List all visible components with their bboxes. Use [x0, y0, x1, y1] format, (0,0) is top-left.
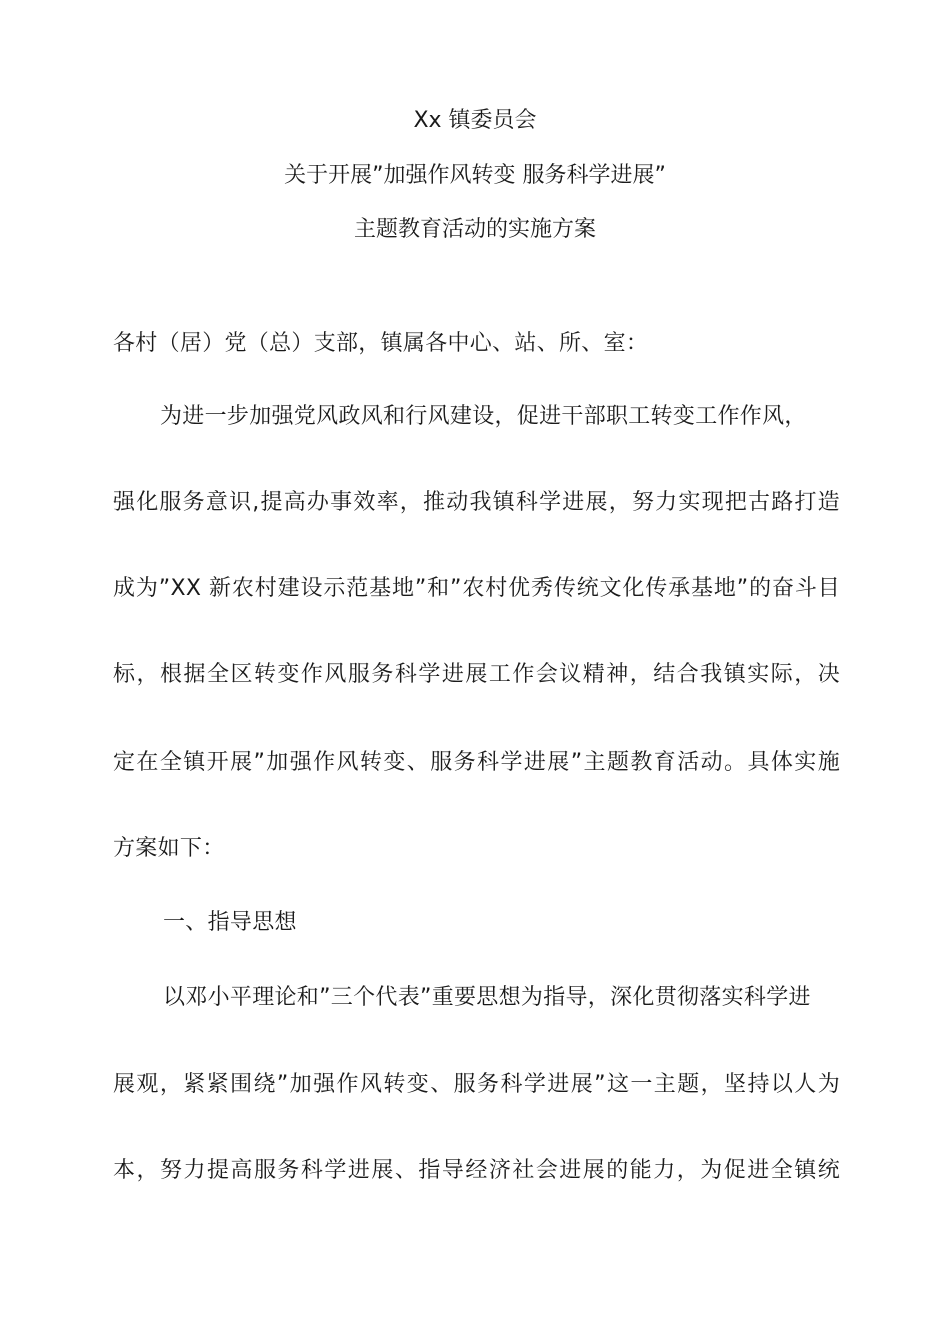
document-title-line-1: Xx 镇委员会 [413, 108, 537, 133]
intro-line-4: 标，根据全区转变作风服务科学进展工作会议精神，结合我镇实际，决 [113, 662, 840, 687]
section-line-3: 本，努力提高服务科学进展、指导经济社会进展的能力，为促进全镇统 [113, 1158, 840, 1183]
intro-line-6: 方案如下： [113, 836, 225, 861]
intro-line-2: 强化服务意识,提高办事效率，推动我镇科学进展，努力实现把古路打造 [113, 490, 840, 515]
salutation: 各村（居）党（总）支部，镇属各中心、站、所、室： [113, 331, 649, 356]
intro-line-5: 定在全镇开展”加强作风转变、服务科学进展”主题教育活动。具体实施 [113, 750, 840, 775]
section-line-1: 以邓小平理论和”三个代表”重要思想为指导，深化贯彻落实科学进 [163, 985, 811, 1010]
document-title-line-2: 关于开展”加强作风转变 服务科学进展” [284, 163, 666, 188]
intro-line-3: 成为”XX 新农村建设示范基地”和”农村优秀传统文化传承基地”的奋斗目 [113, 576, 840, 601]
document-title-line-3: 主题教育活动的实施方案 [353, 217, 596, 242]
intro-line-1: 为进一步加强党风政风和行风建设，促进干部职工转变工作作风， [160, 404, 807, 429]
section-heading: 一、指导思想 [163, 910, 297, 935]
section-line-2: 展观，紧紧围绕”加强作风转变、服务科学进展”这一主题，坚持以人为 [113, 1072, 840, 1097]
